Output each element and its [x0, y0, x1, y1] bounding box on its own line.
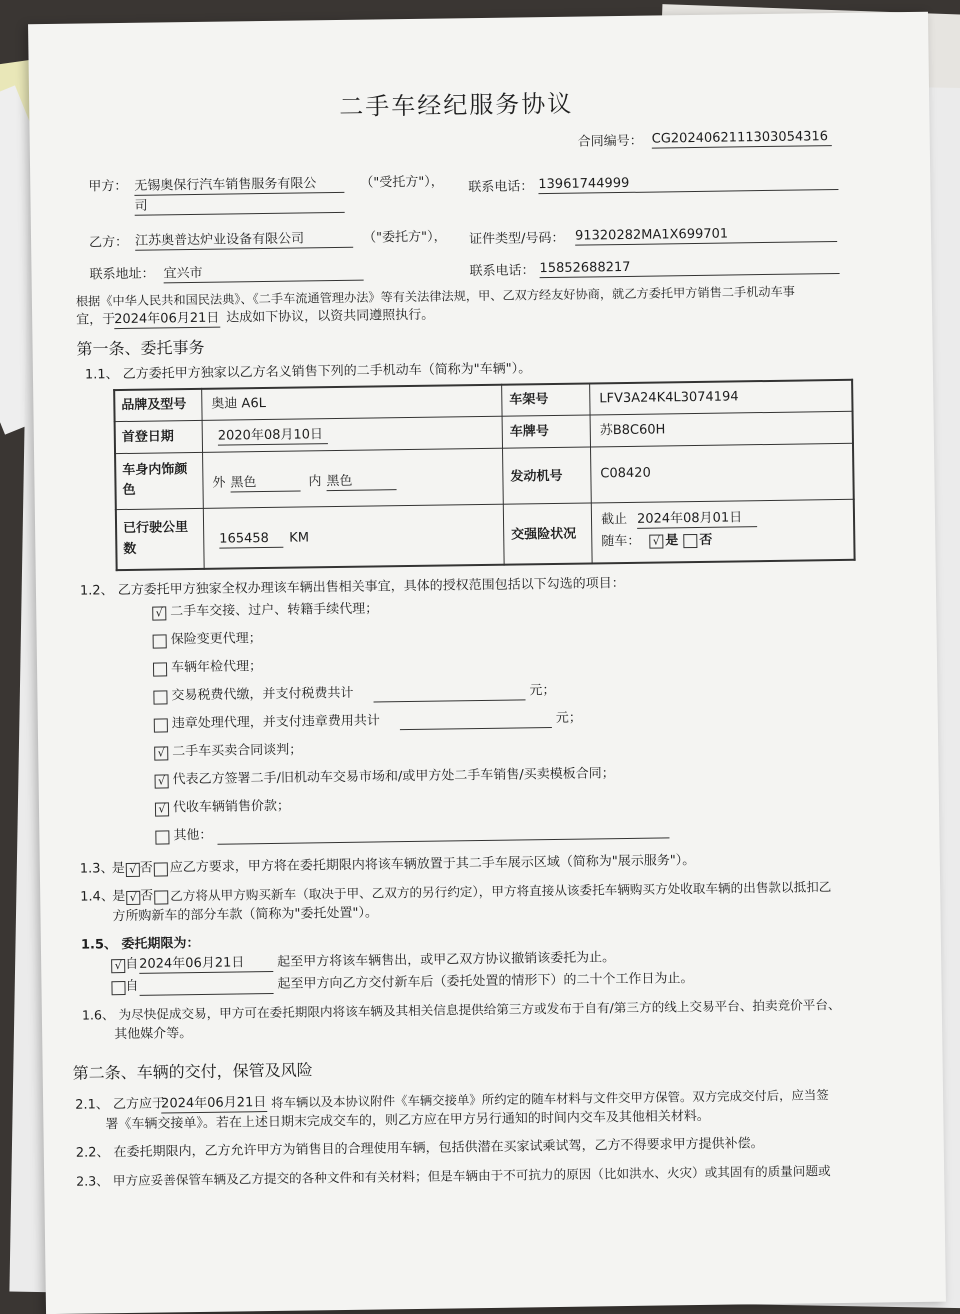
party-a-role: （"受托方"）， — [360, 174, 444, 191]
intro-line-2-prefix: 宜，于 — [76, 312, 116, 328]
item-tax-checkbox[interactable] — [153, 690, 167, 704]
term-option-2-from: 自 — [125, 978, 139, 995]
clause-2-1-text-cont: 署《车辆交接单》。若在上述日期末完成交车的，则乙方应在甲方另行通知的时间内交车及其他相关材料。 — [105, 1108, 710, 1133]
item-other-label: 其他： — [173, 827, 213, 844]
tax-unit: 元； — [529, 682, 556, 699]
mileage-unit: KM — [289, 530, 310, 546]
clause-2-1-date: 2024年06月21日 — [161, 1095, 267, 1112]
color-label: 车身内饰颜 — [122, 462, 188, 479]
party-b-address: 宜兴市 — [163, 264, 363, 284]
insurance-until-label: 截止 — [600, 511, 628, 528]
clause-1-3-yes-label: 是 — [111, 861, 125, 877]
item-tax-label: 交易税费代缴，并支付税费共计 — [171, 685, 354, 704]
mileage-label: 已行驶公里 — [122, 520, 189, 537]
term-option-2-text: 起至甲方向乙方交付新车后（委托处置的情形下）的二十个工作日为止。 — [277, 971, 694, 992]
insurance-yes-checkbox[interactable]: √ — [649, 534, 663, 548]
party-b-id-label: 证件类型/号码： — [468, 230, 565, 248]
vin-value: LFV3A24K4L3074194 — [599, 389, 739, 407]
contract-sheet — [28, 12, 946, 1314]
intro-date: 2024年06月21日 — [114, 310, 220, 328]
term-option-2-date-blank — [139, 977, 273, 996]
violation-unit: 元； — [555, 710, 582, 726]
item-negotiation-checkbox[interactable]: √ — [154, 746, 168, 760]
item-insurance-checkbox[interactable] — [153, 634, 167, 648]
clause-2-2: 2.2、 在委托期限内，乙方允许甲方为销售目的合理使用车辆，包括供潜在买家试乘试驾，乙方不得要求甲方提供补偿。 — [75, 1136, 764, 1161]
clause-1-4-text: 乙方将从甲方购买新车（取决于甲、乙双方的另行约定），甲方将直接从该委托车辆购买方处收取车辆的出售款以抵扣乙 — [170, 879, 832, 904]
party-b-phone: 15852688217 — [539, 257, 839, 278]
plate-label: 车牌号 — [509, 424, 549, 440]
party-b-id-value: 91320282MA1X699701 — [575, 225, 837, 246]
party-a-label: 甲方： — [88, 178, 128, 195]
party-b-address-label: 联系地址： — [89, 266, 155, 283]
contract-no-value: CG20240621113030543​16 — [652, 129, 832, 149]
clause-2-1-prefix: 2.1、 乙方应于 — [75, 1096, 166, 1113]
plate-value: 苏B8C60H — [599, 422, 666, 439]
clause-1-4-no-label: 否 — [140, 888, 154, 904]
clause-1-6-cont: 其他媒介等。 — [114, 1026, 193, 1043]
clause-2-1-text: 将车辆以及本协议附件《车辆交接单》所约定的随车材料与文件交甲方保管。双方完成交付后，应当签 — [271, 1087, 829, 1110]
clause-1-4-no-checkbox[interactable] — [154, 890, 168, 904]
item-violation-checkbox[interactable] — [154, 718, 168, 732]
item-transfer-label: 二手车交接、过户、转籍手续代理； — [170, 601, 379, 620]
term-option-1-date: 2024年06月21日 — [139, 955, 273, 974]
party-a-phone-label: 联系电话： — [468, 179, 534, 196]
tax-amount-blank — [373, 683, 525, 702]
party-b-phone-label: 联系电话： — [469, 263, 535, 280]
item-inspection-label: 车辆年检代理； — [170, 659, 263, 676]
clause-1-4-num: 1.4、 — [80, 889, 115, 905]
term-option-2-checkbox[interactable] — [111, 981, 125, 995]
first-registration-label: 首登日期 — [121, 429, 174, 446]
item-other-checkbox[interactable] — [155, 830, 169, 844]
clause-1-5-heading: 1.5、 委托期限为： — [80, 935, 200, 953]
vin-label: 车架号 — [509, 392, 549, 408]
mileage-value: 165458 — [219, 531, 283, 549]
clause-1-4-yes-checkbox[interactable]: √ — [126, 891, 140, 905]
item-sign-contract-checkbox[interactable]: √ — [155, 774, 169, 788]
interior-color: 黑色 — [326, 473, 396, 491]
intro-line-1: 根据《中华人民共和国民法典》、《二手车流通管理办法》等有关法律法规，甲、乙双方经友好协商，就乙方委托甲方销售二手机动车事 — [75, 284, 796, 309]
item-negotiation-label: 二手车买卖合同谈判； — [172, 742, 303, 760]
section-1-heading: 第一条、委托事务 — [76, 337, 205, 359]
document-title: 二手车经纪服务协议 — [339, 89, 574, 121]
insurance-no-checkbox[interactable] — [683, 534, 697, 548]
mileage-label-cont: 数 — [123, 541, 137, 558]
brand-value: 奥迪 A6L — [211, 395, 267, 412]
insurance-yes-label: 是 — [665, 533, 679, 549]
violation-amount-blank — [400, 711, 552, 730]
party-b-role: （"委托方"）， — [362, 229, 447, 246]
vehicle-info-table — [113, 379, 855, 571]
item-sign-contract-label: 代表乙方签署二手/旧机动车交易市场和/或甲方处二手车销售/买卖模板合同； — [172, 766, 615, 788]
color-label-cont: 色 — [122, 482, 136, 499]
clause-2-3: 2.3、 甲方应妥善保管车辆及乙方提交的各种文件和有关材料；但是车辆由于不可抗力的原因（比如洪水、火灾）或其固有的质量问题或 — [76, 1163, 831, 1189]
with-car-label: 随车： — [601, 533, 641, 550]
item-inspection-checkbox[interactable] — [153, 662, 167, 676]
party-b-label: 乙方： — [88, 234, 129, 251]
insurance-date: 2024年08月01日 — [637, 510, 757, 529]
engine-no-value: C08420 — [600, 465, 651, 482]
clause-1-1: 1.1、 乙方委托甲方独家以乙方名义销售下列的二手机动车（简称为"车辆"）。 — [84, 361, 532, 383]
section-2-heading: 第二条、车辆的交付，保管及风险 — [72, 1060, 313, 1083]
interior-label: 内 — [308, 474, 322, 490]
clause-1-3-num: 1.3、 — [79, 861, 114, 877]
item-violation-label: 违章处理代理，并支付违章费用共计 — [171, 713, 380, 732]
item-transfer-checkbox[interactable]: √ — [152, 606, 166, 620]
insurance-label: 交强险状况 — [511, 526, 577, 543]
item-insurance-label: 保险变更代理； — [170, 631, 262, 648]
clause-1-4-yes-label: 是 — [112, 889, 126, 905]
insurance-no-label: 否 — [699, 532, 713, 548]
party-a-phone: 13961744999 — [538, 173, 838, 194]
first-registration-value: 2020年08月10日 — [218, 427, 328, 446]
item-collect-payment-checkbox[interactable]: √ — [155, 802, 169, 816]
exterior-color: 黑色 — [230, 475, 300, 493]
party-b-name: 江苏奥普达炉业设备有限公司 — [135, 231, 353, 251]
intro-line-2-suffix: 达成如下协议，以资共同遵照执行。 — [226, 307, 435, 326]
exterior-label: 外 — [212, 475, 226, 491]
clause-1-6: 1.6、 为尽快促成交易，甲方可在委托期限内将该车辆及其相关信息提供给第三方或发布于自有/第三方的线上交易平台、拍卖竞价平台、 — [81, 997, 841, 1023]
party-a-name-cont: 司 — [134, 196, 344, 216]
term-option-1-text: 起至甲方将该车辆售出，或甲乙双方协议撤销该委托为止。 — [277, 950, 616, 970]
other-blank — [217, 821, 669, 844]
clause-1-3-no-checkbox[interactable] — [154, 862, 168, 876]
clause-1-3-text: 应乙方要求，甲方将在委托期限内将该车辆放置于其二手车展示区域（简称为"展示服务"）。 — [169, 853, 696, 876]
item-collect-payment-label: 代收车辆销售价款； — [172, 798, 291, 816]
party-a-name: 无锡奥保行汽车销售服务有限公 — [134, 176, 344, 196]
clause-1-4-text-cont: 方所购新车的部分车款（简称为"委托处置"）。 — [112, 905, 379, 925]
engine-no-label: 发动机号 — [510, 468, 563, 485]
clause-1-3-no-label: 否 — [139, 860, 153, 876]
term-option-1-checkbox[interactable]: √ — [111, 959, 125, 973]
brand-label: 品牌及型号 — [121, 397, 187, 414]
clause-1-2: 1.2、 乙方委托甲方独家全权办理该车辆出售相关事宜，具体的授权范围包括以下勾选的项目： — [79, 576, 625, 599]
contract-no-label: 合同编号： — [577, 133, 643, 150]
term-option-1-from: 自 — [125, 956, 139, 973]
clause-1-3-yes-checkbox[interactable]: √ — [126, 863, 140, 877]
